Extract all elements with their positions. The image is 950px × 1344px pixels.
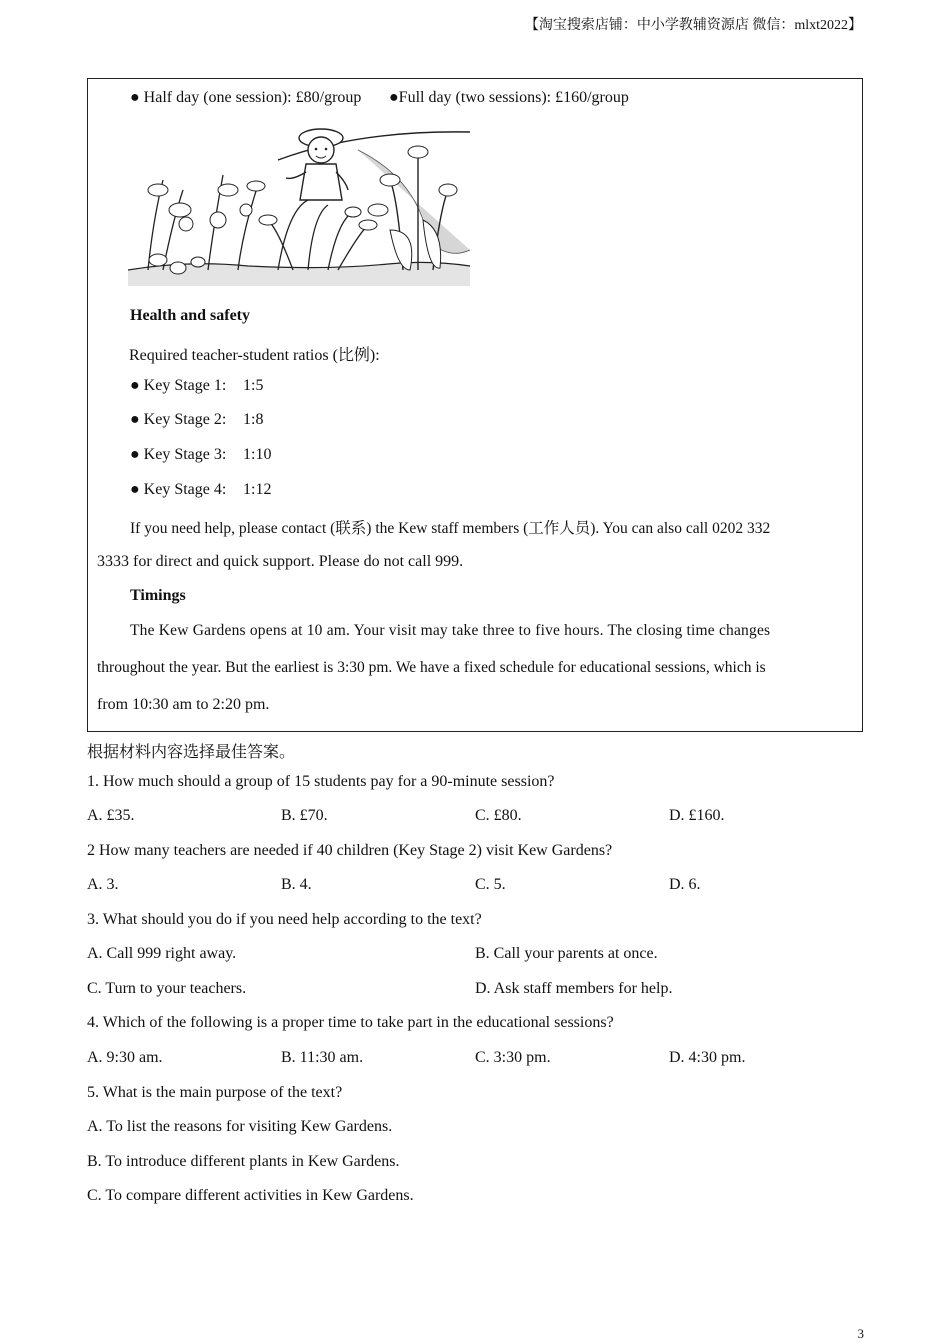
- option: C. 3:30 pm.: [475, 1049, 551, 1066]
- health-heading: Health and safety: [130, 307, 250, 324]
- option: C. Turn to your teachers.: [87, 980, 247, 997]
- option: A. £35.: [87, 807, 135, 824]
- instruction: 根据材料内容选择最佳答案。: [87, 744, 296, 761]
- ratio-value: 1:8: [243, 411, 264, 428]
- ratio-label: ● Key Stage 4:: [130, 481, 227, 498]
- page-number: 3: [857, 1326, 864, 1341]
- header-note: 【淘宝搜索店铺：中小学教辅资源店 微信：mlxt2022】: [524, 18, 862, 33]
- question-stem: 3. What should you do if you need help according to the text?: [87, 911, 482, 928]
- ratio-label: ● Key Stage 1:: [130, 377, 227, 394]
- option: C. £80.: [475, 807, 522, 824]
- option: B. Call your parents at once.: [475, 945, 658, 962]
- ratio-intro: Required teacher-student ratios (比例):: [129, 347, 380, 364]
- help-text: If you need help, please contact (联系) the Kew staff members (工作人员). You can also call 0202 332: [130, 520, 771, 537]
- ratio-value: 1:10: [243, 446, 272, 463]
- option: A. To list the reasons for visiting Kew Gardens.: [87, 1118, 393, 1135]
- ratio-label: ● Key Stage 3:: [130, 446, 227, 463]
- question-stem: 5. What is the main purpose of the text?: [87, 1084, 343, 1101]
- help-text: 3333 for direct and quick support. Please do not call 999.: [97, 553, 464, 570]
- ratio-value: 1:12: [243, 481, 272, 498]
- option: A. 9:30 am.: [87, 1049, 163, 1066]
- option: B. £70.: [281, 807, 328, 824]
- timings-text: The Kew Gardens opens at 10 am. Your visit may take three to five hours. The closing time changes: [130, 622, 771, 639]
- price-full-day: ●Full day (two sessions): £160/group: [389, 89, 629, 106]
- question-stem: 1. How much should a group of 15 students pay for a 90-minute session?: [87, 773, 555, 790]
- option: A. 3.: [87, 876, 119, 893]
- option: B. 4.: [281, 876, 312, 893]
- option: A. Call 999 right away.: [87, 945, 237, 962]
- timings-text: from 10:30 am to 2:20 pm.: [97, 696, 270, 713]
- price-half-day: ● Half day (one session): £80/group: [130, 89, 362, 106]
- question-stem: 2 How many teachers are needed if 40 children (Key Stage 2) visit Kew Gardens?: [87, 842, 613, 859]
- option: D. Ask staff members for help.: [475, 980, 673, 997]
- timings-text: throughout the year. But the earliest is 3:30 pm. We have a fixed schedule for educational sessions, which is: [97, 659, 766, 676]
- option: D. 4:30 pm.: [669, 1049, 746, 1066]
- option: C. 5.: [475, 876, 506, 893]
- ratio-value: 1:5: [243, 377, 264, 394]
- option: B. 11:30 am.: [281, 1049, 364, 1066]
- option: D. £160.: [669, 807, 725, 824]
- option: B. To introduce different plants in Kew Gardens.: [87, 1153, 400, 1170]
- garden-illustration: [128, 120, 470, 286]
- option: C. To compare different activities in Kew Gardens.: [87, 1187, 414, 1204]
- option: D. 6.: [669, 876, 701, 893]
- timings-heading: Timings: [130, 587, 186, 604]
- ratio-label: ● Key Stage 2:: [130, 411, 227, 428]
- question-stem: 4. Which of the following is a proper time to take part in the educational sessions?: [87, 1014, 614, 1031]
